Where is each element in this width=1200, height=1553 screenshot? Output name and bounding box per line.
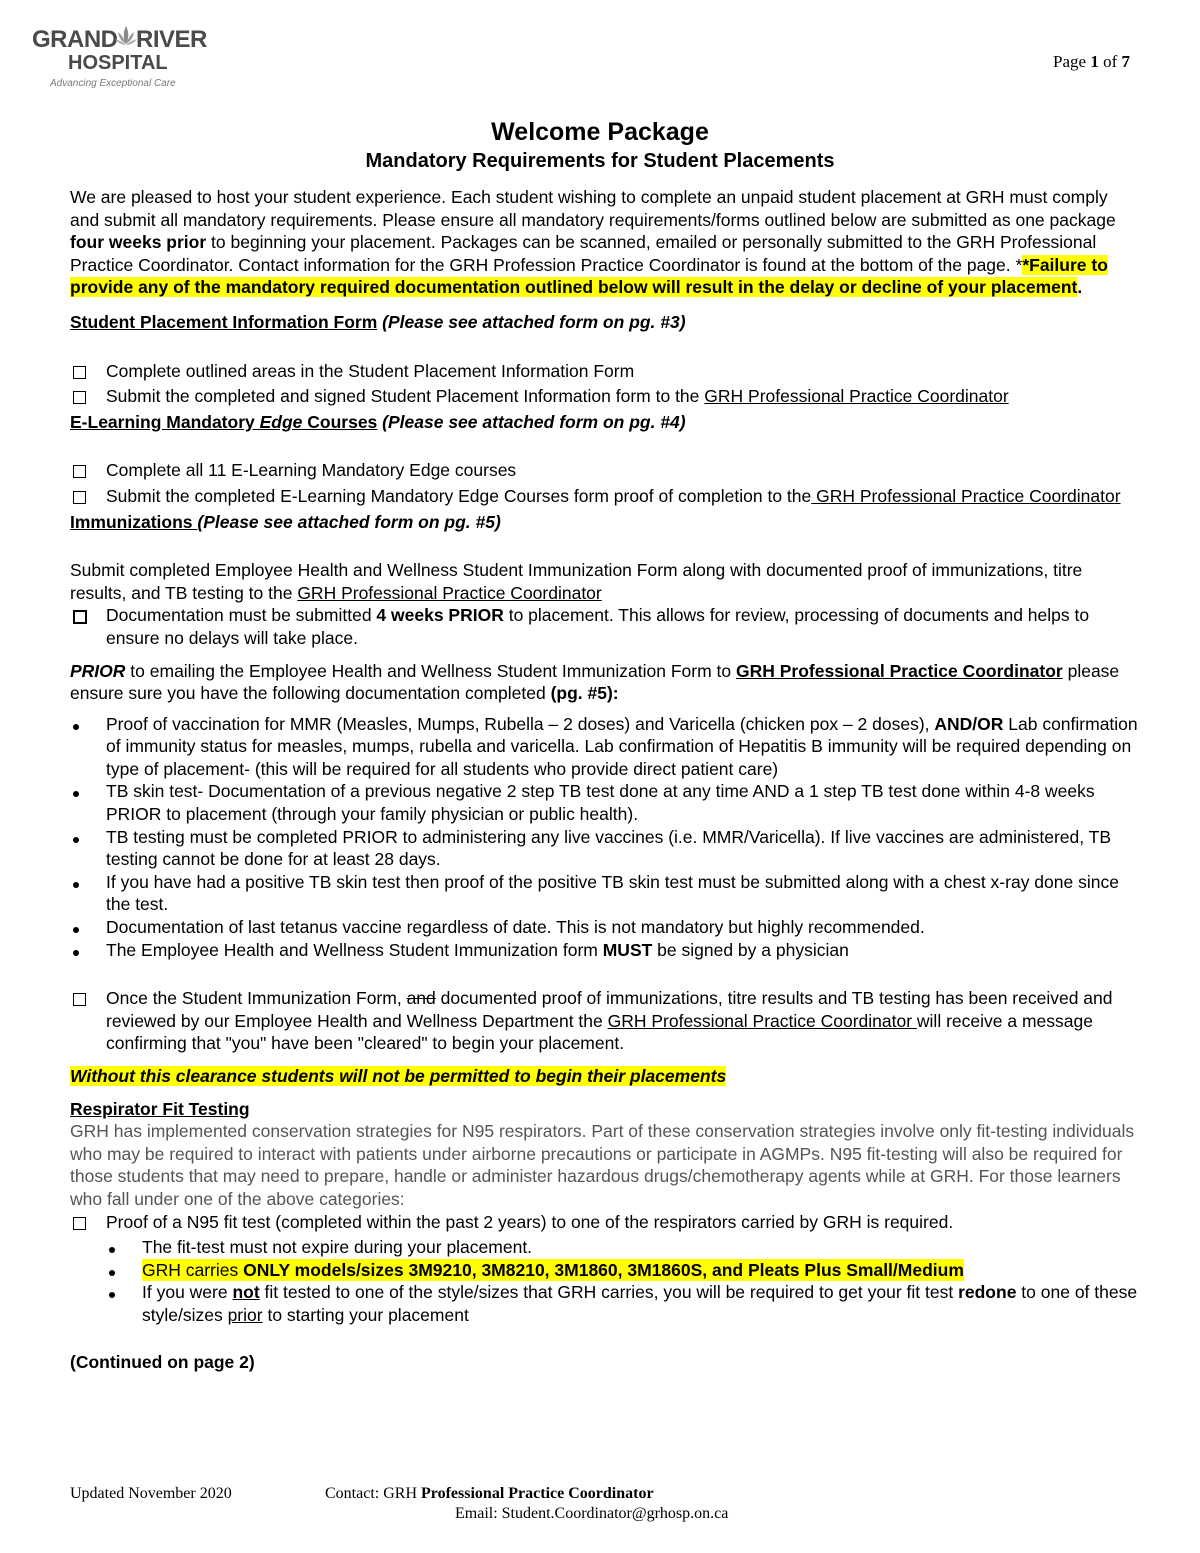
intro-paragraph: We are pleased to host your student experience. Each student wishing to complete an unpaid student placement at GRH must comply and submit all mandatory requirements. Please ensure all mandatory requirements/forms outlined below are submitted as one package four weeks prior to beginning your placement. Packages can be scanned, emailed or personally submitted to the GRH Professional Practice Coordinator. Contact information for the GRH Profession Practice Coordinator is found at the bottom of the page. **Failure to provide any of the mandatory required documentation outlined below will result in the delay or decline of your placement.	[70, 187, 1116, 298]
immunization-paragraph: Submit completed Employee Health and Wellness Student Immunization Form along with documented proof of immunizations, titre results, and TB testing to the GRH Professional Practice Coordinator	[70, 560, 1083, 603]
footer-email[interactable]: Email: Student.Coordinator@grhosp.on.ca	[455, 1505, 729, 1522]
checkbox-icon[interactable]	[73, 391, 86, 404]
checklist-item: Documentation must be submitted 4 weeks PRIOR to placement. This allows for review, processing of documents and helps to ensure no delays will take place.	[70, 604, 1140, 649]
bullet-item: The fit-test must not expire during your placement.	[106, 1236, 1140, 1259]
coordinator-link[interactable]: GRH Professional Practice Coordinator	[297, 582, 602, 603]
logo-hospital-text: HOSPITAL	[68, 52, 168, 74]
section-respirator-heading: Respirator Fit Testing	[70, 1098, 250, 1119]
respirator-paragraph: GRH has implemented conservation strategies for N95 respirators. Part of these conservation strategies involve only fit-testing individuals who may be required to interact with patients under airborne precautions or participate in AGMPs. N95 fit-testing will also be required for those students that may need to prepare, handle or administer hazardous drugs/chemotherapy agents while at GRH. For those learners who fall under one of the above categories:	[70, 1121, 1135, 1209]
section-elearning-heading: E-Learning Mandatory Edge Courses (Please see attached form on pg. #4)	[70, 411, 686, 432]
bullet-item: If you have had a positive TB skin test then proof of the positive TB skin test must be submitted along with a chest x-ray done since the test.	[70, 871, 1140, 916]
checkbox-icon[interactable]	[73, 1217, 86, 1230]
bullet-item: If you were not fit tested to one of the style/sizes that GRH carries, you will be required to get your fit test redone to one of these style/sizes prior to starting your placement	[106, 1281, 1140, 1326]
section-student-placement-heading: Student Placement Information Form (Please see attached form on pg. #3)	[70, 311, 686, 332]
bullet-item: The Employee Health and Wellness Student Immunization form MUST be signed by a physician	[70, 939, 1140, 962]
checklist-item: Proof of a N95 fit test (completed within the past 2 years) to one of the respirators carried by GRH is required.	[70, 1211, 1140, 1237]
coordinator-link[interactable]: GRH Professional Practice Coordinator	[735, 660, 1063, 681]
grh-logo	[32, 24, 222, 94]
checklist-item: Once the Student Immunization Form, and documented proof of immunizations, titre results and TB testing has been received and reviewed by our Employee Health and Wellness Department the GRH Professional Practice Coordinator will receive a message confirming that "you" have been "cleared" to begin your placement.	[70, 987, 1140, 1055]
coordinator-link[interactable]: GRH Professional Practice Coordinator	[704, 386, 1009, 407]
checklist-item: Complete all 11 E-Learning Mandatory Edge courses	[70, 459, 1140, 485]
clearance-warning: Without this clearance students will not be permitted to begin their placements	[70, 1066, 727, 1086]
bullet-item: Proof of vaccination for MMR (Measles, Mumps, Rubella – 2 doses) and Varicella (chicken pox – 2 doses), AND/OR Lab confirmation of immunity status for measles, mumps, rubella and varicella. Lab confirmation of Hepatitis B immunity will be required depending on type of placement- (this will be required for all students who provide direct patient care)	[70, 713, 1140, 781]
checkbox-icon[interactable]	[73, 993, 86, 1006]
checklist-item: Submit the completed E-Learning Mandatory Edge Courses form proof of completion to the GRH Professional Practice Coordinator	[70, 485, 1140, 511]
checklist-item: Submit the completed and signed Student Placement Information form to the GRH Professional Practice Coordinator	[70, 385, 1140, 411]
footer-updated: Updated November 2020	[70, 1485, 232, 1502]
section-immunizations-heading: Immunizations (Please see attached form on pg. #5)	[70, 511, 501, 532]
checkbox-icon[interactable]	[73, 465, 86, 478]
coordinator-link[interactable]: GRH Professional Practice Coordinator	[811, 485, 1121, 506]
checkbox-icon[interactable]	[73, 610, 87, 624]
prior-paragraph: PRIOR to emailing the Employee Health and Wellness Student Immunization Form to GRH Professional Practice Coordinator please ensure sure you have the following documentation completed (pg. #5):	[70, 660, 1120, 704]
coordinator-link[interactable]: GRH Professional Practice Coordinator	[607, 1010, 917, 1031]
bullet-item: TB skin test- Documentation of a previous negative 2 step TB test done at any time AND a 1 step TB test done within 4-8 weeks PRIOR to placement (through your family physician or public health).	[70, 780, 1140, 825]
page-number: Page 1 of 7	[1053, 52, 1130, 71]
logo-tagline: Advancing Exceptional Care	[50, 78, 176, 89]
footer-contact: Contact: GRH Professional Practice Coordinator	[325, 1485, 654, 1502]
checkbox-icon[interactable]	[73, 491, 86, 504]
bullet-item: Documentation of last tetanus vaccine regardless of date. This is not mandatory but highly recommended.	[70, 916, 1140, 939]
checklist-item: Complete outlined areas in the Student Placement Information Form	[70, 360, 1140, 386]
document-body	[70, 186, 1140, 1373]
continued-note: (Continued on page 2)	[70, 1351, 255, 1372]
bullet-item: GRH carries ONLY models/sizes 3M9210, 3M8210, 3M1860, 3M1860S, and Pleats Plus Small/Medium	[106, 1259, 1140, 1282]
logo-river-text: RIVER	[136, 26, 207, 53]
bullet-item: TB testing must be completed PRIOR to administering any live vaccines (i.e. MMR/Varicella). If live vaccines are administered, TB testing cannot be done for at least 28 days.	[70, 826, 1140, 871]
page-subtitle: Mandatory Requirements for Student Placements	[365, 150, 835, 172]
page-title: Welcome Package	[491, 118, 709, 146]
logo-grand-text: GRAND	[32, 26, 118, 53]
checkbox-icon[interactable]	[73, 366, 86, 379]
lotus-flower-icon	[114, 24, 138, 50]
